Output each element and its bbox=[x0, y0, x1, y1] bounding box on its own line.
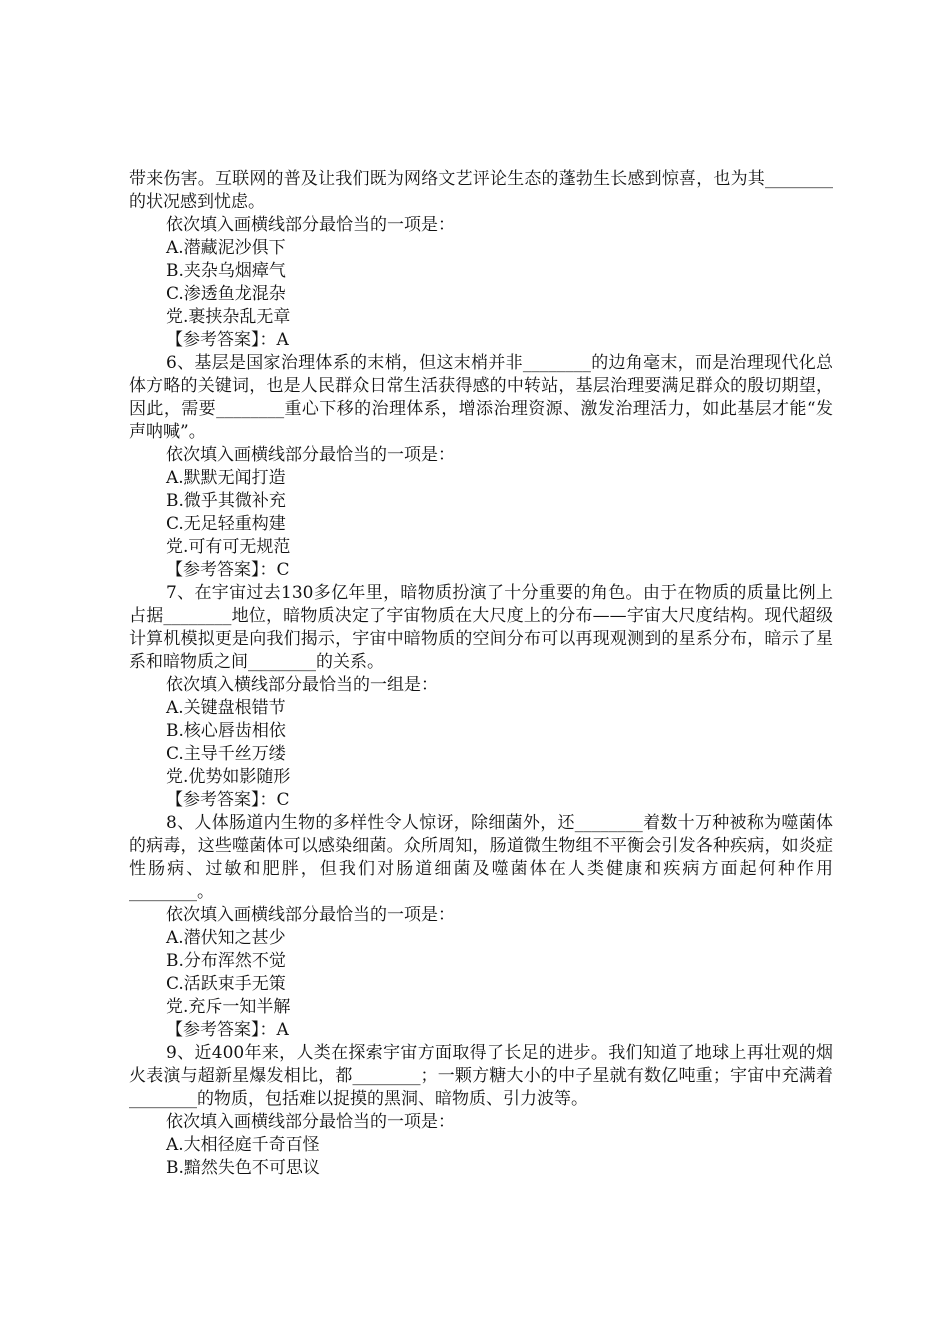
question-7-option-a: A.关键盘根错节 bbox=[166, 698, 286, 718]
question-8-option-d: 党.充斥一知半解 bbox=[166, 997, 291, 1017]
question-8-option-a: A.潜伏知之甚少 bbox=[166, 928, 286, 948]
question-5-instruction: 依次填入画横线部分最恰当的一项是： bbox=[166, 215, 455, 235]
question-8-answer: 【参考答案】：A bbox=[166, 1020, 289, 1040]
question-6-option-d: 党.可有可无规范 bbox=[166, 537, 291, 557]
question-9-option-a: A.大相径庭千奇百怪 bbox=[166, 1135, 320, 1155]
question-5-option-a: A.潜藏泥沙俱下 bbox=[166, 238, 286, 258]
question-8-option-b: B.分布浑然不觉 bbox=[166, 951, 286, 971]
question-6-stem: 6、基层是国家治理体系的末梢，但这末梢并非________的边角毫末，而是治理现代化总体方略的关键词，也是人民群众日常生活获得感的中转站，基层治理要满足群众的殷切期望，因此，需要________重心下移的治理体系，增添治理资源、激发治理活力，如此基层才能“发声呐喊”。 bbox=[129, 353, 833, 442]
question-8-instruction: 依次填入画横线部分最恰当的一项是： bbox=[166, 905, 455, 925]
question-5-answer: 【参考答案】：A bbox=[166, 330, 289, 350]
question-7-option-c: C.主导千丝万缕 bbox=[166, 744, 286, 764]
question-6-option-a: A.默默无闻打造 bbox=[166, 468, 286, 488]
question-5-option-d: 党.裹挟杂乱无章 bbox=[166, 307, 291, 327]
question-7-option-d: 党.优势如影随形 bbox=[166, 767, 291, 787]
paragraph-5-continuation: 带来伤害。互联网的普及让我们既为网络文艺评论生态的蓬勃生长感到惊喜，也为其________的状况感到忧虑。 bbox=[129, 169, 833, 212]
question-8-option-c: C.活跃束手无策 bbox=[166, 974, 286, 994]
document-body bbox=[129, 168, 833, 1180]
question-5-option-c: C.渗透鱼龙混杂 bbox=[166, 284, 286, 304]
question-7-option-b: B.核心唇齿相依 bbox=[166, 721, 286, 741]
question-7-stem: 7、在宇宙过去130多亿年里，暗物质扮演了十分重要的角色。由于在物质的质量比例上占据________地位，暗物质决定了宇宙物质在大尺度上的分布——宇宙大尺度结构。现代超级计算机模拟更是向我们揭示，宇宙中暗物质的空间分布可以再现观测到的星系分布，暗示了星系和暗物质之间________的关系。 bbox=[129, 583, 833, 672]
question-7-answer: 【参考答案】：C bbox=[166, 790, 290, 810]
question-6-instruction: 依次填入画横线部分最恰当的一项是： bbox=[166, 445, 455, 465]
question-5-option-b: B.夹杂乌烟瘴气 bbox=[166, 261, 286, 281]
question-9-instruction: 依次填入画横线部分最恰当的一项是： bbox=[166, 1112, 455, 1132]
question-7-instruction: 依次填入横线部分最恰当的一组是： bbox=[166, 675, 438, 695]
question-9-stem: 9、近400年来，人类在探索宇宙方面取得了长足的进步。我们知道了地球上再壮观的烟火表演与超新星爆发相比，都________；一颗方糖大小的中子星就有数亿吨重；宇宙中充满着________的物质，包括难以捉摸的黑洞、暗物质、引力波等。 bbox=[129, 1043, 833, 1109]
question-9-option-b: B.黯然失色不可思议 bbox=[166, 1158, 320, 1178]
question-6-option-b: B.微乎其微补充 bbox=[166, 491, 286, 511]
question-6-answer: 【参考答案】：C bbox=[166, 560, 290, 580]
question-6-option-c: C.无足轻重构建 bbox=[166, 514, 286, 534]
question-8-stem: 8、人体肠道内生物的多样性令人惊讶，除细菌外，还________着数十万种被称为噬菌体的病毒，这些噬菌体可以感染细菌。众所周知，肠道微生物组不平衡会引发各种疾病，如炎症性肠病、过敏和肥胖，但我们对肠道细菌及噬菌体在人类健康和疾病方面起何种作用________。 bbox=[129, 813, 833, 902]
